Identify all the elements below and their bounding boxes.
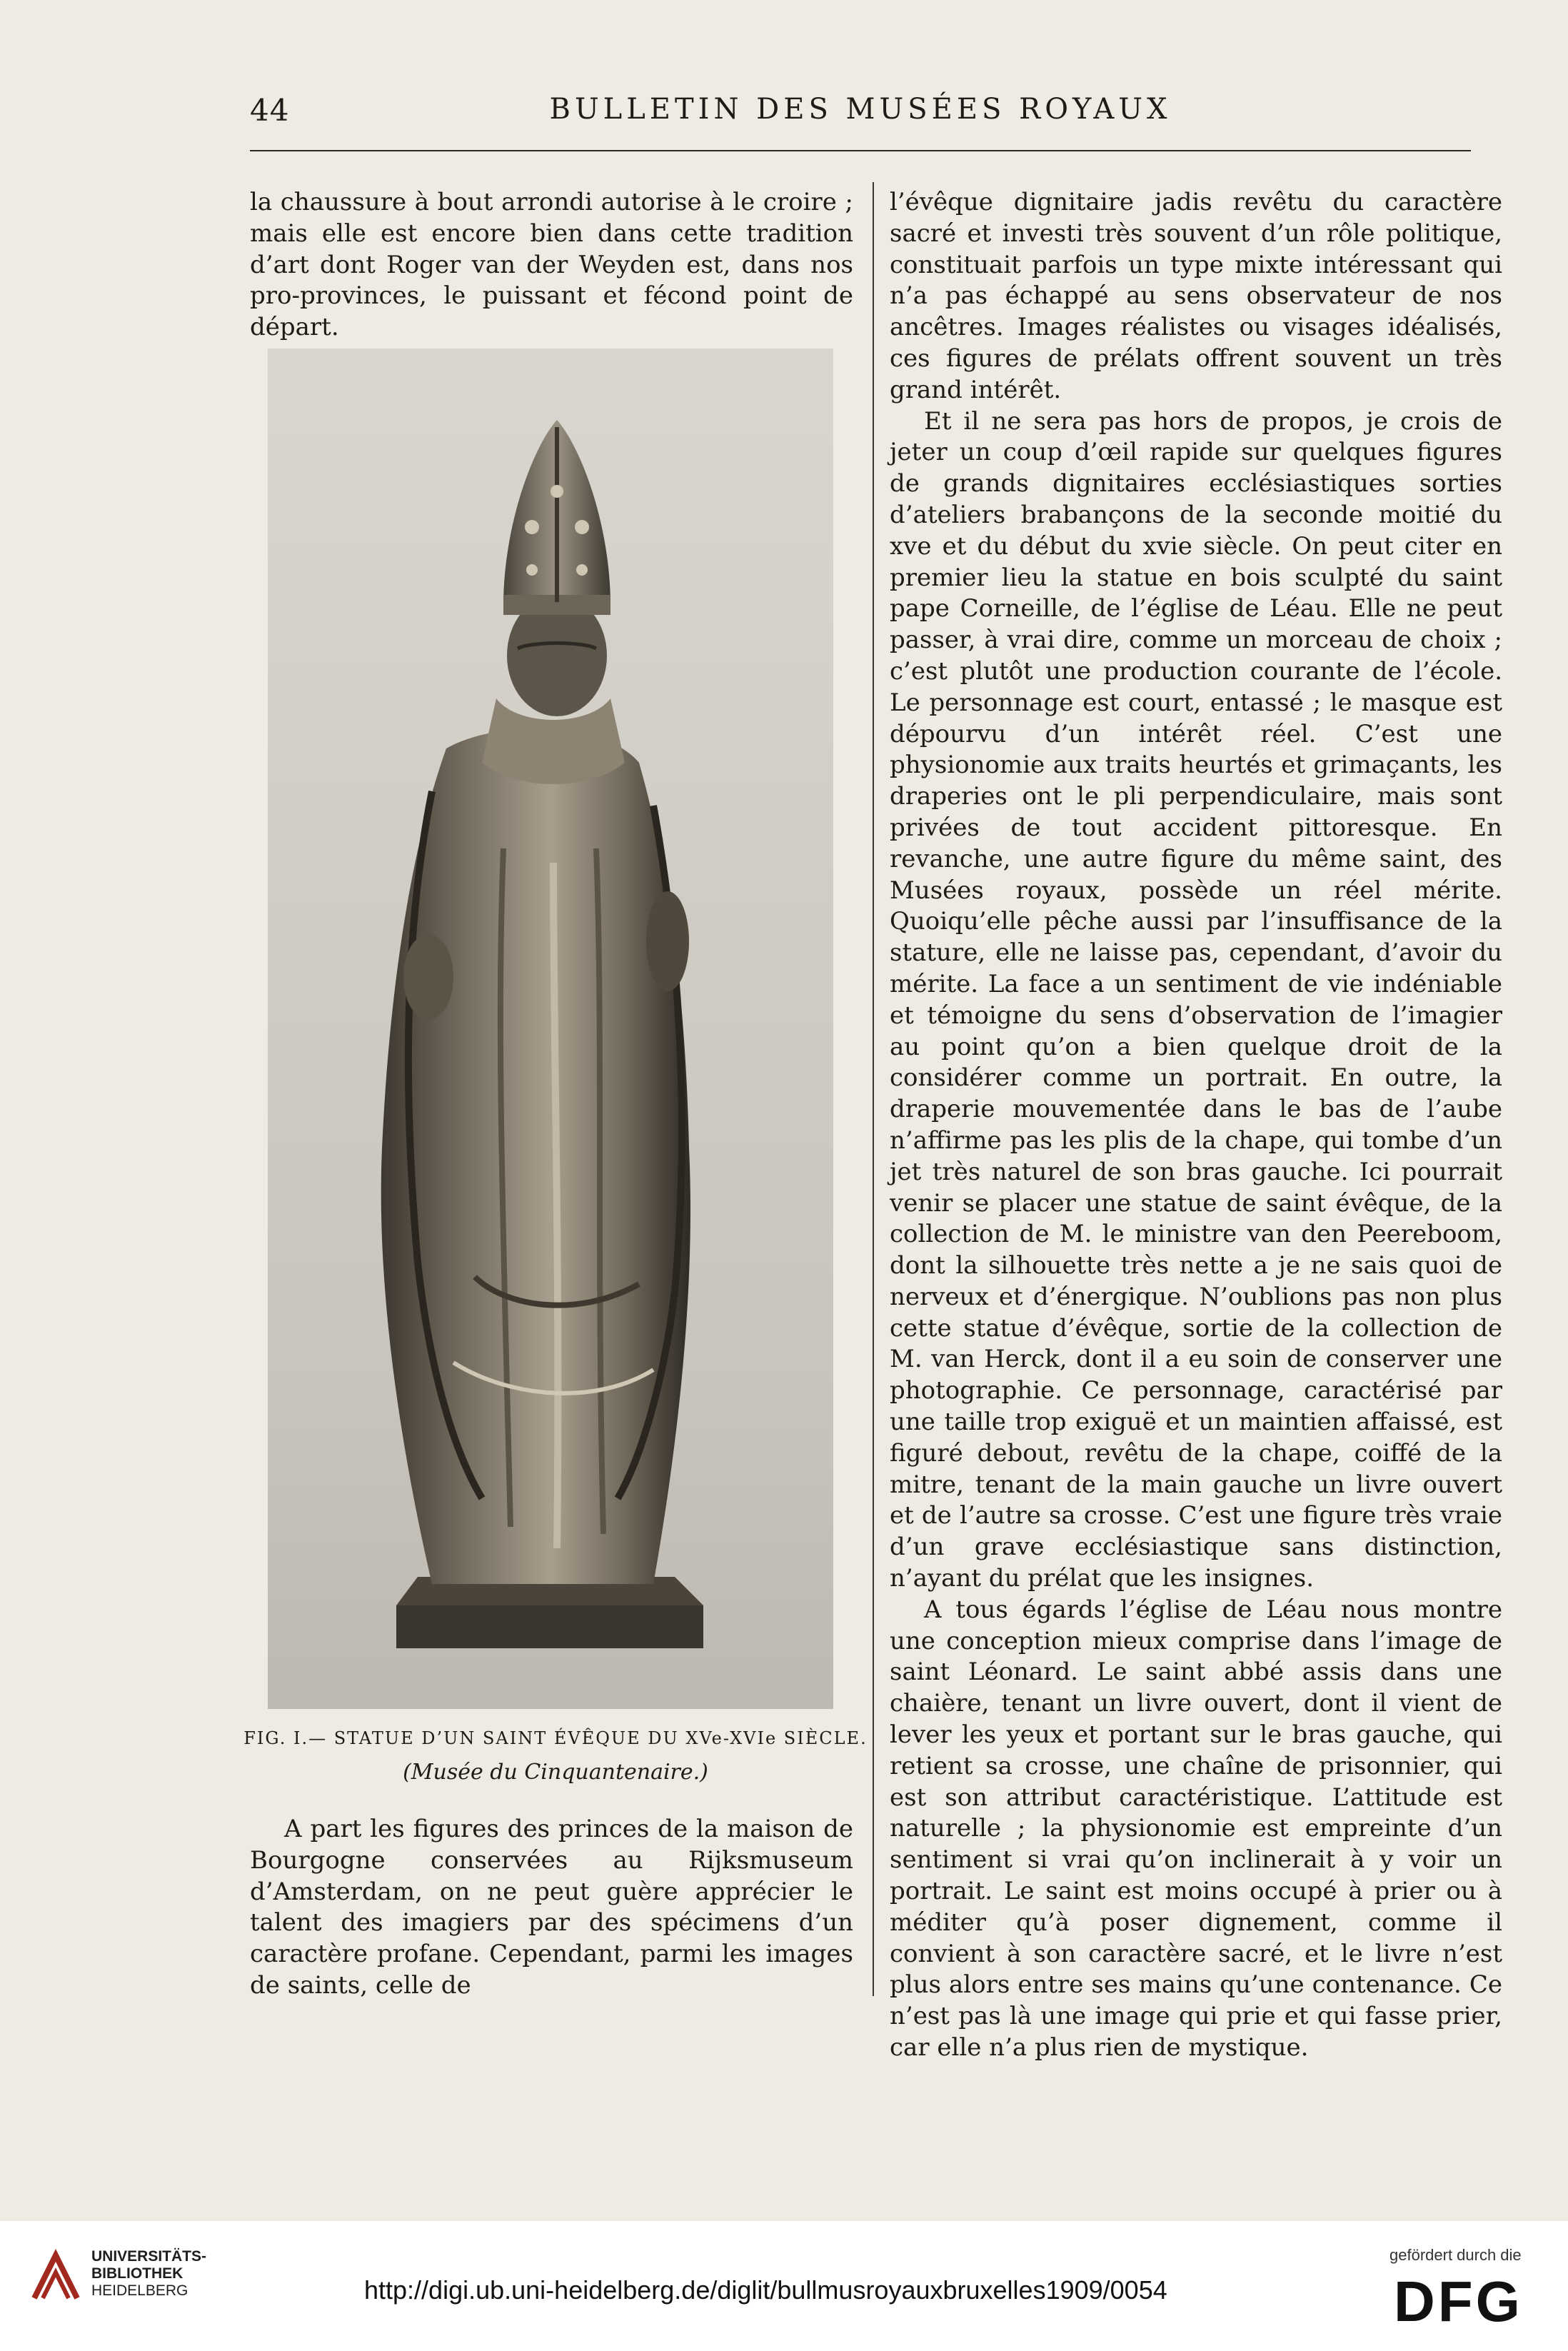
- right-column-text: [890, 187, 1502, 2064]
- left-column-bottom-text: [250, 1814, 853, 2002]
- institution-line: HEIDELBERG: [91, 2282, 189, 2299]
- figure-photograph: [268, 349, 833, 1709]
- paragraph: A part les figures des princes de la maison de Bourgogne conservées au Rijksmuseum d’Amsterdam, on ne peut guère apprécier le talent des imagiers par des spécimens d’un caractère profane. Cependant, parmi les images de saints, celle de: [250, 1815, 853, 2000]
- paragraph: l’évêque dignitaire jadis revêtu du caractère sacré et investi très souvent d’un rôle politique, constituait parfois un type mixte intéressant qui n’a pas échappé au sens observateur de nos ancêtres. Images réalistes ou visages idéalisés, ces figures de prélats offrent souvent un très grand intérêt.: [890, 188, 1502, 404]
- paragraph: la chaussure à bout arrondi autorise à le croire ; mais elle est encore bien dans cette tradition d’art dont Roger van der Weyden est, dans nos pro-provinces, le puissant et fécond point de départ.: [250, 188, 853, 342]
- university-library-logo-icon: [27, 2248, 84, 2305]
- institution-name: [91, 2248, 206, 2300]
- institution-line: UNIVERSITÄTS-: [91, 2248, 207, 2265]
- page-number: 44: [250, 93, 290, 128]
- header-rule: [250, 150, 1471, 151]
- running-title: BULLETIN DES MUSÉES ROYAUX: [549, 93, 1172, 126]
- funding-note: gefördert durch die: [1389, 2246, 1522, 2264]
- figure-caption-source: (Musée du Cinquantenaire.): [403, 1760, 708, 1785]
- figure-caption: FIG. I.— STATUE D’UN SAINT ÉVÊQUE DU XVe-XVIe SIÈCLE.: [243, 1728, 868, 1748]
- dfg-logo: DFG: [1394, 2270, 1523, 2333]
- paragraph: Et il ne sera pas hors de propos, je crois de jeter un coup d’œil rapide sur quelques figures de grands dignitaires ecclésiastiques sorties d’ateliers brabançons de la seconde moitié du xve et du début du xvie siècle. On peut citer en premier lieu la statue en bois sculpté du saint pape Corneille, de l’église de Léau. Elle ne peut passer, à vrai dire, comme un morceau de choix ; c’est plutôt une production courante de l’école. Le personnage est court, entassé ; le masque est dépourvu d’un intérêt réel. C’est une physionomie aux traits heurtés et grimaçants, les draperies ont le pli perpendiculaire, mais sont privées de tout accident pittoresque. En revanche, une autre figure du même saint, des Musées royaux, possède un réel mérite. Quoiqu’elle pêche aussi par l’insuffisance de la stature, elle ne laisse pas, cependant, d’avoir du mérite. La face a un sentiment de vie indéniable et témoigne du sens d’observation de l’imagier au point qu’on a bien quelque droit de la considérer comme un portrait. En outre, la draperie mouvementée dans le bas de l’aube n’affirme pas les plis de la chape, qui tombe d’un jet très naturel de son bras gauche. Ici pourrait venir se placer une statue de saint évêque, de la collection de M. le ministre van den Peereboom, dont la silhouette très nette a je ne sais quoi de nerveux et d’énergique. N’oublions pas non plus cette statue d’évêque, sortie de la collection de M. van Herck, dont il a eu soin de conserver une photographie. Ce personnage, caractérisé par une taille trop exiguë et un maintien affaissé, est figuré debout, revêtu de la chape, coiffé de la mitre, tenant de la main gauche un livre ouvert et de l’autre sa crosse. C’est une figure très vraie d’un grave ecclésiastique sans distinction, n’ayant du prélat que les insignes.: [890, 406, 1502, 1593]
- bishop-statue-image: [268, 349, 833, 1709]
- page-header: [250, 93, 1471, 143]
- source-url-link[interactable]: http://digi.ub.uni-heidelberg.de/diglit/bullmusroyauxbruxelles1909/0054: [364, 2275, 1167, 2305]
- left-column-top-text: [250, 187, 853, 344]
- column-divider: [873, 182, 874, 1996]
- paragraph: A tous égards l’église de Léau nous montre une conception mieux comprise dans l’image de saint Léonard. Le saint abbé assis dans une chaière, tenant un livre ouvert, dont il vient de lever les yeux et portant sur le bras gauche, qui retient sa crosse, une chaîne de prisonnier, qui est son attribut caractéristique. L’attitude est naturelle ; la physionomie est empreinte d’un sentiment si vrai qu’on inclinerait à y voir un portrait. Le saint est moins occupé à prier ou à méditer qu’à poser dignement, comme il convient à son caractère sacré, et le livre n’est plus alors entre ses mains qu’une contenance. Ce n’est pas là une image qui prie et qui fasse prier, car elle n’a plus rien de mystique.: [890, 1595, 1502, 2062]
- institution-line: BIBLIOTHEK: [91, 2265, 184, 2282]
